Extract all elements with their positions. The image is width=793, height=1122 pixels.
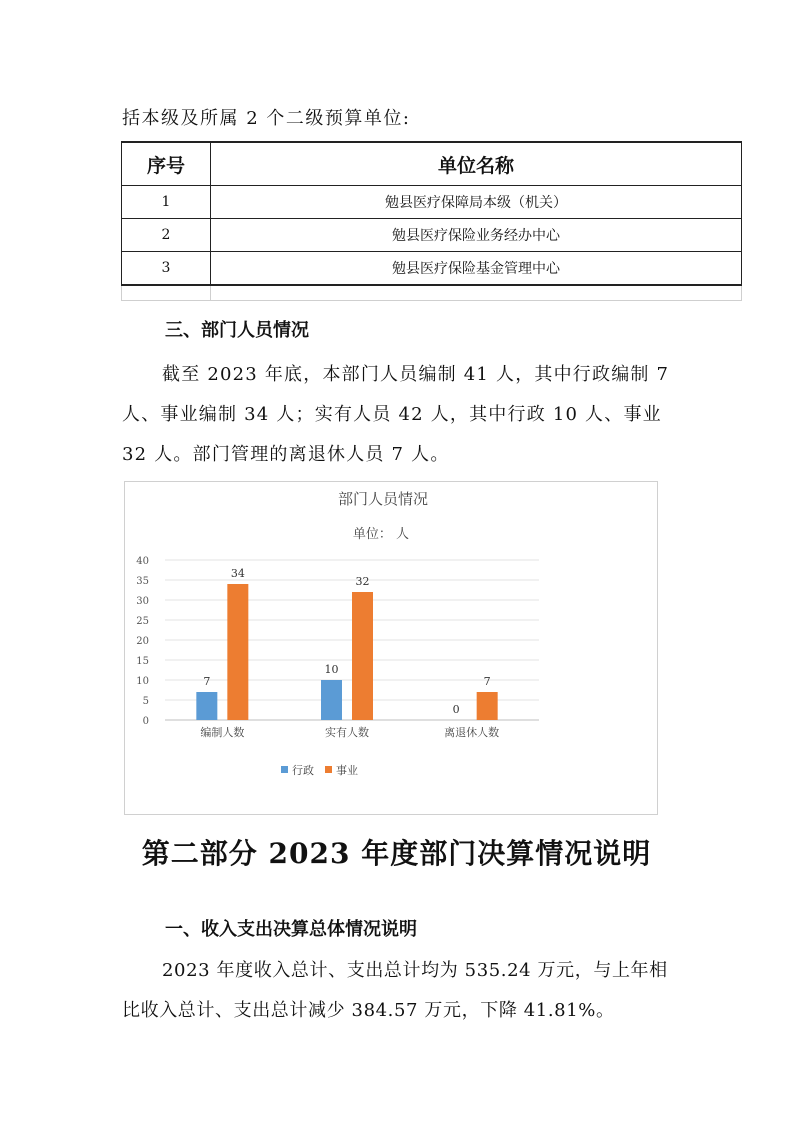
table-row-empty (122, 285, 742, 301)
table-row (122, 252, 742, 286)
section3-paragraph: 截至 2023 年底，本部门人员编制 41 人，其中行政编制 7 人、事业编制 34 人；实有人员 42 人，其中行政 10 人、事业 32 人。部门管理的离退休人员 7 人。 (122, 364, 670, 465)
staff-chart-svg (125, 482, 657, 814)
section1-heading: 一、收入支出决算总体情况说明 (165, 919, 417, 940)
section1-paragraph: 2023 年度收入总计、支出总计均为 535.24 万元，与上年相比收入总计、支出总计减少 384.57 万元，下降 41.81%。 (122, 960, 668, 1021)
budget-unit-table (121, 141, 742, 301)
x-tick-label: 编制人数 (200, 726, 245, 739)
part2-title: 第二部分 2023 年度部门决算情况说明 (141, 837, 652, 870)
y-tick-label: 15 (136, 656, 149, 667)
data-label: 7 (203, 675, 211, 688)
bar-事业-实有人数 (352, 592, 373, 720)
chart-subtitle: 单位： 人 (352, 527, 410, 542)
section3-heading: 三、部门人员情况 (165, 320, 309, 341)
bar-行政-编制人数 (196, 692, 217, 720)
table-row (122, 186, 742, 219)
legend-swatch-事业 (325, 766, 332, 773)
table-row (122, 219, 742, 252)
chart-title: 部门人员情况 (337, 490, 429, 508)
y-tick-label: 30 (136, 596, 149, 607)
table-header-row (122, 142, 742, 186)
y-tick-label: 25 (136, 616, 149, 627)
header-seq: 序号 (122, 142, 211, 186)
row-no: 3 (122, 252, 211, 286)
legend-label: 行政 (292, 764, 314, 777)
row-no: 2 (122, 219, 211, 252)
y-tick-label: 20 (136, 636, 149, 647)
legend-swatch-行政 (281, 766, 288, 773)
y-tick-label: 35 (136, 576, 149, 587)
y-tick-label: 40 (136, 556, 149, 567)
y-tick-label: 5 (142, 696, 149, 707)
data-label: 10 (324, 663, 339, 676)
data-label: 32 (355, 575, 370, 588)
header-unit-name: 单位名称 (211, 142, 742, 186)
row-no: 1 (122, 186, 211, 219)
y-tick-label: 0 (142, 716, 149, 727)
data-label: 7 (483, 675, 491, 688)
staff-chart (124, 481, 658, 815)
bar-事业-编制人数 (227, 584, 248, 720)
data-label: 0 (452, 703, 460, 716)
y-tick-label: 10 (136, 676, 149, 687)
data-label: 34 (230, 567, 245, 580)
x-tick-label: 离退休人数 (444, 726, 500, 739)
row-unit-name: 勉县医疗保险业务经办中心 (211, 219, 742, 252)
row-unit-name: 勉县医疗保险基金管理中心 (211, 252, 742, 286)
intro-line: 括本级及所属 2 个二级预算单位: (122, 108, 411, 129)
legend-label: 事业 (336, 764, 358, 777)
bar-行政-实有人数 (321, 680, 342, 720)
x-tick-label: 实有人数 (325, 726, 369, 739)
bar-事业-离退休人数 (477, 692, 498, 720)
row-unit-name: 勉县医疗保障局本级（机关） (211, 186, 742, 219)
